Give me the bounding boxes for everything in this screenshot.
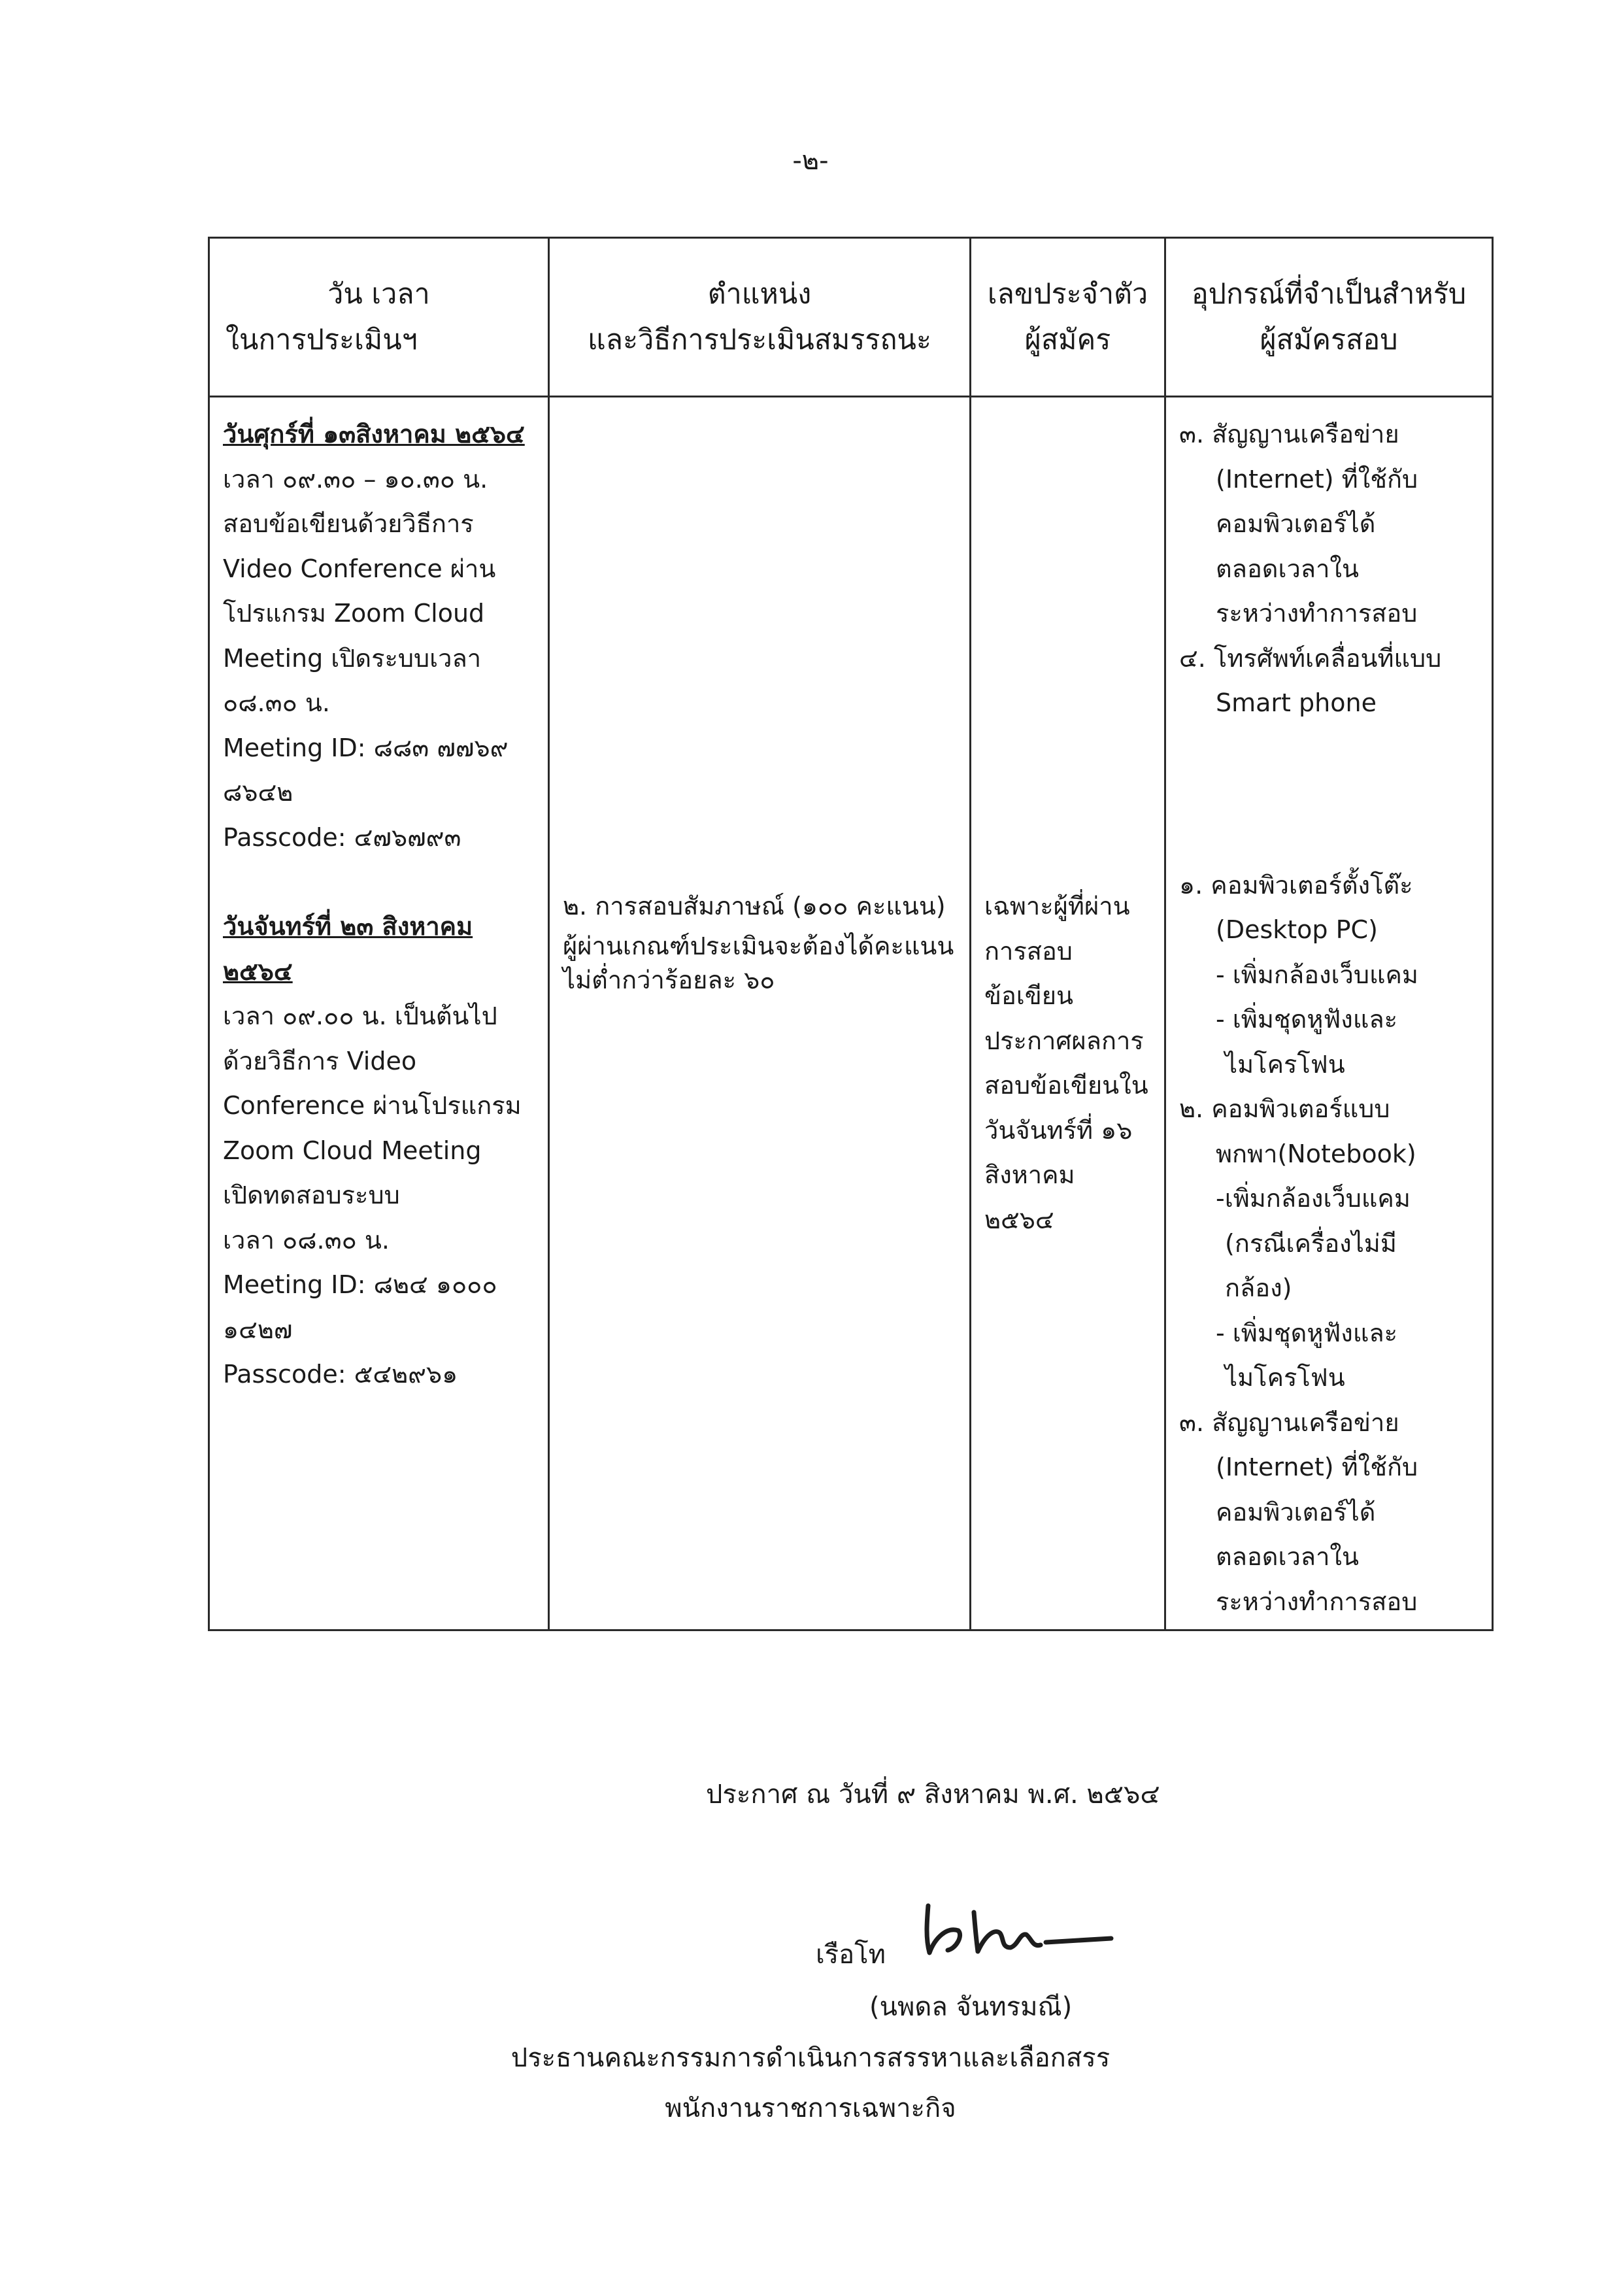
cell-date-time: วันศุกร์ที่ ๑๓สิงหาคม ๒๕๖๔ เวลา ๐๙.๓๐ – ๑๐.๓๐ น. สอบข้อเขียนด้วยวิธีการ Video Conference ผ่าน โปรแกรม Zoom Cloud Meeting เปิดระบบเวลา ๐๘.๓๐ น. Meeting ID: ๘๘๓ ๗๗๖๙ ๘๖๔๒ Passcode: ๔๗๖๗๙๓ วันจันทร์ที่ ๒๓ สิงหาคม ๒๕๖๔ เวลา ๐๙.๐๐ น. เป็นต้นไป ด้วยวิธีการ Video Conference ผ่านโปรแกรม Zoom Cloud Meeting เปิดทดสอบระบบ เวลา ๐๘.๓๐ น. Meeting ID: ๘๒๔ ๑๐๐๐ ๑๔๒๗ Passcode: ๕๔๒๙๖๑ [209, 397, 549, 1630]
exam-schedule-table [208, 237, 1494, 1631]
signer-title: ประธานคณะกรรมการดำเนินการสรรหาและเลือกสรร [510, 2043, 1111, 2073]
table-row [209, 397, 1493, 1630]
exam-date-2: วันจันทร์ที่ ๒๓ สิงหาคม [223, 912, 473, 941]
header-applicant-id: เลขประจำตัว ผู้สมัคร [971, 238, 1165, 397]
signer-rank: เรือโท [816, 1940, 886, 1970]
passcode-2: Passcode: ๕๔๒๙๖๑ [223, 1360, 458, 1389]
cell-applicant-id: เฉพาะผู้ที่ผ่าน การสอบ ข้อเขียน ประกาศผลการ สอบข้อเขียนใน วันจันทร์ที่ ๑๖ สิงหาคม ๒๕๖๔ [971, 397, 1165, 1630]
signer-name: (นพดล จันทรมณี) [869, 1992, 1073, 2022]
cell-position-method: ๒. การสอบสัมภาษณ์ (๑๐๐ คะแนน) ผู้ผ่านเกณฑ์ประเมินจะต้องได้คะแนน ไม่ต่ำกว่าร้อยละ ๖๐ [549, 397, 971, 1630]
page-number: -๒- [792, 146, 829, 176]
passcode-1: Passcode: ๔๗๖๗๙๓ [223, 822, 461, 852]
header-position-method: ตำแหน่ง และวิธีการประเมินสมรรถนะ [549, 238, 971, 397]
exam-date-1: วันศุกร์ที่ ๑๓สิงหาคม ๒๕๖๔ [223, 420, 525, 448]
meeting-id-2: Meeting ID: ๘๒๔ ๑๐๐๐ [223, 1270, 497, 1299]
signer-title-2: พนักงานราชการเฉพาะกิจ [665, 2093, 956, 2123]
cell-equipment: ๓. สัญญานเครือข่าย (Internet) ที่ใช้กับ คอมพิวเตอร์ได้ ตลอดเวลาใน ระหว่างทำการสอบ ๔. โทรศัพท์เคลื่อนที่แบบ Smart phone ๑. คอมพิวเตอร์ตั้งโต๊ะ (Desktop PC) - เพิ่มกล้องเว็บแคม - เพิ่มชุดหูฟังและ ไมโครโฟน ๒. คอมพิวเตอร์แบบ พกพา(Notebook) -เพิ่มกล้องเว็บแคม (กรณีเครื่องไม่มี กล้อง) - เพิ่มชุดหูฟังและ ไมโครโฟน ๓. สัญญานเครือข่าย (Internet) ที่ใช้กับ คอมพิวเตอร์ได้ ตลอดเวลาใน ระหว่างทำการสอบ [1165, 397, 1493, 1630]
meeting-id-1: Meeting ID: ๘๘๓ ๗๗๖๙ [223, 733, 509, 762]
table-header-row [209, 238, 1493, 397]
header-date-time: วัน เวลา ในการประเมินฯ [209, 238, 549, 397]
header-equipment: อุปกรณ์ที่จำเป็นสำหรับ ผู้สมัครสอบ [1165, 238, 1493, 397]
announcement-date: ประกาศ ณ วันที่ ๙ สิงหาคม พ.ศ. ๒๕๖๔ [706, 1780, 1160, 1810]
signature [915, 1893, 1124, 1965]
